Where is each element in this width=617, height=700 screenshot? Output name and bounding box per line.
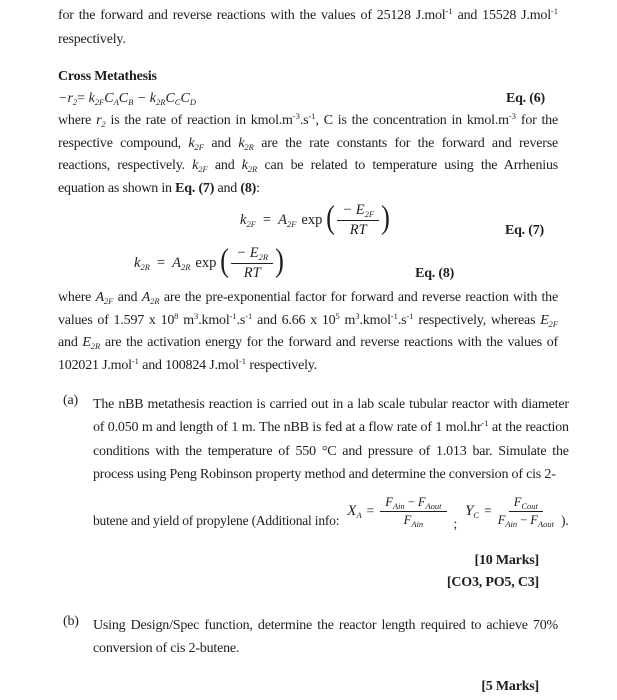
text-segment: -1: [308, 111, 316, 121]
text-segment: -1: [245, 310, 253, 321]
text-segment: k: [88, 91, 95, 106]
section-heading: Cross Metathesis: [58, 69, 157, 84]
close-paren: ): [381, 199, 390, 236]
text-segment: m: [178, 312, 194, 328]
text-segment: -1: [229, 310, 237, 321]
text-segment: is the rate of reaction in kmol.m: [105, 113, 293, 128]
rate-constants-paragraph: [58, 110, 558, 200]
text-segment: for the respective compound,: [58, 113, 558, 151]
additional-info-close: ).: [560, 513, 569, 528]
text-segment: k: [188, 135, 195, 151]
item-a-marks: [10 Marks]: [474, 553, 539, 568]
text-segment: m: [339, 312, 356, 328]
conversion-fraction: $\frac{F_{Ain} - F_{Aout}}{F_{Ain}}$: [380, 494, 446, 528]
text-segment: and 100824 J.mol: [138, 357, 239, 373]
conversion-formula: $X_A$ = $\frac{F_{Ain} - F_{Aout}}{F_{Ain}}$: [347, 494, 447, 528]
text-segment: 2R: [150, 296, 160, 306]
text-segment: C: [180, 91, 190, 106]
question-item-b: [58, 614, 558, 660]
text-segment: where: [58, 290, 96, 305]
text-segment: r: [96, 113, 102, 128]
text-segment: B: [128, 97, 134, 107]
text-segment: -1: [131, 355, 139, 366]
text-segment: 2F: [94, 97, 105, 107]
text-segment: and: [203, 135, 239, 151]
equation-7-label: Eq. (7): [504, 223, 544, 238]
yield-formula: $Y_C$ = $\frac{F_{Cout}}{F_{Ain} - F_{Aout}}$: [465, 495, 554, 529]
text-segment: :: [256, 180, 260, 196]
arrhenius-fraction: $\frac{- E_{2F}}{RT}$: [337, 201, 379, 238]
item-a-body: [93, 393, 569, 536]
intro-paragraph: [58, 4, 558, 51]
text-segment: 2R: [156, 97, 166, 107]
equation-8-label: Eq. (8): [415, 266, 455, 281]
text-segment: are the pre-exponential factor for forward and reverse reaction with the values of 1.597 x 10: [58, 290, 558, 328]
text-segment: D: [189, 97, 196, 107]
yield-fraction: $\frac{F_{Cout}}{F_{Ain} - F_{Aout}}$: [497, 495, 554, 529]
item-a-paragraph: [93, 393, 569, 486]
additional-info-lead: butene and yield of propylene (Additional info:: [93, 513, 340, 528]
text-segment: 5: [335, 310, 340, 321]
text-segment: respectively, whereas: [413, 312, 541, 328]
text-segment: 2: [101, 119, 106, 129]
text-segment: .s: [397, 312, 407, 328]
preexponential-paragraph: [58, 287, 558, 377]
text-segment: (8): [240, 180, 257, 196]
text-segment: 2F: [103, 296, 114, 306]
open-paren: (: [326, 199, 336, 236]
text-segment: C: [118, 91, 129, 106]
text-segment: A: [95, 290, 104, 305]
text-segment: E: [540, 312, 549, 328]
text-segment: A: [113, 97, 119, 107]
text-segment: and: [207, 158, 242, 173]
text-segment: 2F: [198, 164, 208, 174]
text-segment: k: [241, 158, 248, 173]
text-segment: -1: [390, 310, 398, 321]
text-segment: E: [82, 335, 91, 350]
text-segment: 3: [355, 310, 360, 321]
text-segment: -1: [481, 418, 489, 428]
item-b-paragraph: Using Design/Spec function, determine the reactor length required to achieve 70% conversion of cis 2-butene.: [93, 618, 558, 656]
item-a-outcomes: [CO3, PO5, C3]: [446, 575, 539, 590]
text-segment: 8: [174, 310, 179, 321]
text-segment: 3: [193, 310, 199, 321]
text-segment: .kmol: [198, 312, 230, 328]
text-segment: 2R: [244, 141, 254, 152]
text-segment: and 15528 J.mol: [452, 8, 551, 23]
text-segment: -3: [292, 111, 300, 121]
text-segment: -1: [406, 310, 414, 321]
text-segment: k: [238, 135, 245, 151]
text-segment: -1: [550, 6, 558, 16]
open-paren: (: [220, 242, 230, 279]
additional-info-line: [93, 486, 569, 536]
text-segment: and 6.66 x 10: [252, 312, 336, 328]
text-segment: C: [104, 91, 114, 106]
text-segment: 2: [72, 97, 78, 107]
item-b-body: [93, 614, 558, 660]
arrhenius-fraction: $\frac{- E_{2R}}{RT}$: [231, 244, 273, 281]
text-segment: can be related to temperature using the Arrhenius equation as shown in: [58, 158, 558, 196]
close-paren: ): [275, 242, 284, 279]
equation-7: [58, 200, 558, 240]
text-segment: The nBB metathesis reaction is carried out in a lab scale tubular reactor with diameter of 0.050 m and length of 1 m. The nBB is fed at a flow rate of 1 mol.hr: [93, 397, 569, 435]
text-segment: are the activation energy for the forward and reverse reactions with the values of 102021 J.mol: [58, 335, 558, 373]
text-segment: .kmol: [359, 312, 391, 328]
text-segment: where: [58, 113, 97, 128]
text-segment: and: [58, 335, 83, 350]
text-segment: -3: [508, 111, 516, 121]
text-segment: are the rate constants for the forward and reverse reactions, respectively.: [58, 135, 558, 173]
text-segment: respectively.: [246, 357, 317, 373]
text-segment: −r: [58, 91, 73, 106]
text-segment: 2F: [548, 318, 558, 329]
text-segment: -1: [445, 6, 453, 16]
text-segment: .s: [299, 113, 309, 128]
text-segment: and: [113, 290, 142, 305]
text-segment: -1: [238, 355, 247, 366]
item-b-marks: [5 Marks]: [481, 679, 539, 694]
text-segment: 2R: [247, 164, 258, 174]
equation-7-expression: $k_{2F}$ = $A_{2F}$ exp ( $\frac{- E_{2F}}{RT}$ ): [240, 199, 390, 238]
text-segment: for the forward and reverse reactions with the values of 25128 J.mol: [58, 8, 446, 23]
equation-6: [58, 88, 558, 110]
item-a-marker: (a): [63, 393, 78, 408]
text-segment: k: [149, 91, 156, 106]
text-segment: .s: [236, 312, 246, 328]
equation-6-label: Eq. (6): [505, 91, 545, 106]
text-segment: A: [141, 290, 151, 305]
question-item-a: [58, 393, 569, 536]
text-segment: C: [165, 91, 175, 106]
item-b-marker: (b): [63, 614, 79, 629]
text-segment: and: [214, 180, 241, 196]
text-segment: at the reaction conditions with the temperature of 550 °C and pressure of 1.013 bar. Simulate the process using Peng Robinson property method and determine the conversion of cis 2-: [93, 420, 569, 482]
equation-8-expression: $k_{2R}$ = $A_{2R}$ exp ( $\frac{- E_{2R}}{RT}$ ): [134, 242, 284, 281]
text-segment: −: [133, 91, 150, 106]
text-segment: C: [174, 97, 181, 107]
formula-separator: ;: [453, 516, 458, 531]
text-segment: respectively.: [58, 32, 126, 47]
text-segment: 2R: [90, 341, 101, 351]
text-segment: k: [192, 158, 199, 173]
equation-6-expression: [58, 88, 196, 110]
text-segment: , C is the concentration in kmol.m: [315, 113, 509, 128]
text-segment: Eq. (7): [175, 180, 215, 196]
equation-8: [58, 243, 558, 283]
text-segment: 2F: [194, 141, 204, 152]
text-segment: =: [77, 91, 89, 106]
